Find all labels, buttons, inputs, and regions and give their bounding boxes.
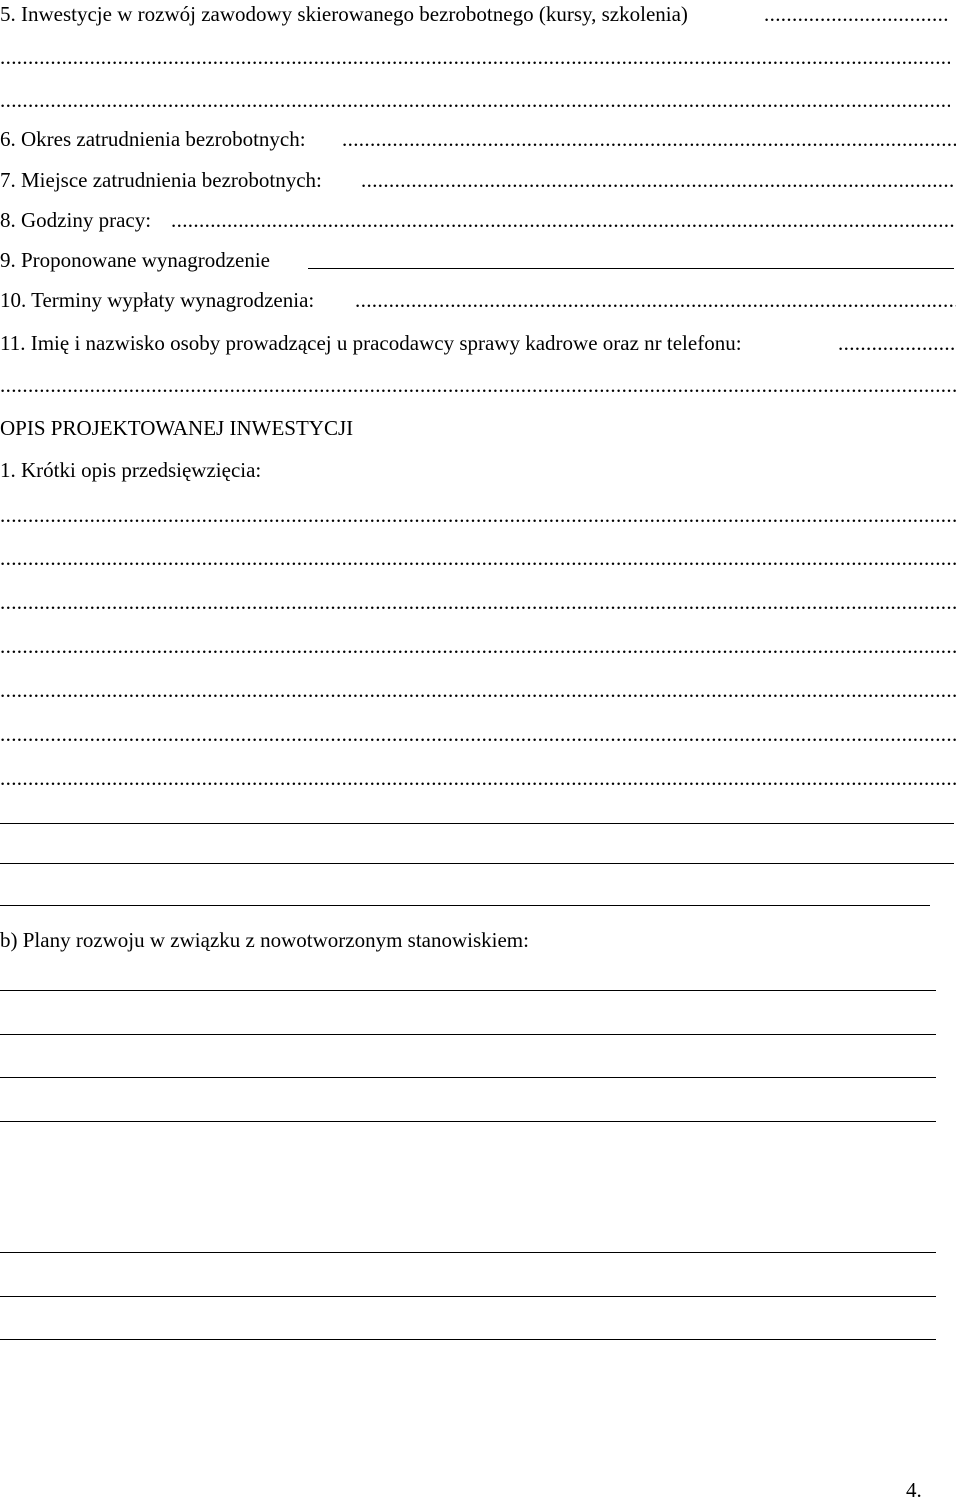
investment-heading: OPIS PROJEKTOWANEJ INWESTYCJI xyxy=(0,416,354,440)
item-7-leader xyxy=(361,168,956,192)
description-line xyxy=(0,546,956,570)
plans-underline xyxy=(0,1339,936,1340)
item-6-leader xyxy=(342,127,956,151)
plans-underline xyxy=(0,1034,936,1035)
item-8-leader xyxy=(171,208,956,232)
item-10-label: 10. Terminy wypłaty wynagrodzenia: xyxy=(0,288,315,312)
item-7-line xyxy=(0,168,322,192)
item-11-leader xyxy=(838,331,956,355)
item-7-label: 7. Miejsce zatrudnienia bezrobotnych: xyxy=(0,168,322,192)
item-5-line xyxy=(0,2,688,26)
plans-underline xyxy=(0,1296,936,1297)
investment-item-1-label: 1. Krótki opis przedsięwzięcia: xyxy=(0,458,262,482)
plans-underline xyxy=(0,1121,936,1122)
description-line xyxy=(0,590,956,614)
plans-underline xyxy=(0,1252,936,1253)
investment-item-b-label: b) Plany rozwoju w związku z nowotworzonym stanowiskiem: xyxy=(0,928,529,952)
description-line xyxy=(0,722,956,746)
item-10-leader xyxy=(355,288,956,312)
description-underline xyxy=(0,905,930,906)
item-5-leader xyxy=(764,2,950,26)
item-9-label: 9. Proponowane wynagrodzenie xyxy=(0,248,271,272)
item-5-continuation-line xyxy=(0,45,950,69)
item-11-label: 11. Imię i nazwisko osoby prowadzącej u pracodawcy sprawy kadrowe oraz nr telefonu: xyxy=(0,331,742,355)
plans-underline xyxy=(0,1077,936,1078)
item-6-line xyxy=(0,127,306,151)
page-number: 4. xyxy=(906,1478,922,1502)
item-5-continuation-line xyxy=(0,88,950,112)
description-line xyxy=(0,503,956,527)
item-6-label: 6. Okres zatrudnienia bezrobotnych: xyxy=(0,127,306,151)
item-9-line xyxy=(0,248,270,272)
item-10-line xyxy=(0,288,314,312)
description-line xyxy=(0,678,956,702)
description-underline xyxy=(0,823,954,824)
item-8-label: 8. Godziny pracy: xyxy=(0,208,152,232)
item-11-line xyxy=(0,331,742,355)
item-9-answer-underline xyxy=(308,268,954,269)
investment-item-b-line xyxy=(0,928,529,952)
description-underline xyxy=(0,863,954,864)
item-8-line xyxy=(0,208,151,232)
investment-item-1-line xyxy=(0,458,261,482)
item-11-continuation-line xyxy=(0,373,956,397)
description-line xyxy=(0,766,956,790)
item-5-label: 5. Inwestycje w rozwój zawodowy skierowanego bezrobotnego (kursy, szkolenia) xyxy=(0,2,688,26)
plans-underline xyxy=(0,990,936,991)
description-line xyxy=(0,634,956,658)
